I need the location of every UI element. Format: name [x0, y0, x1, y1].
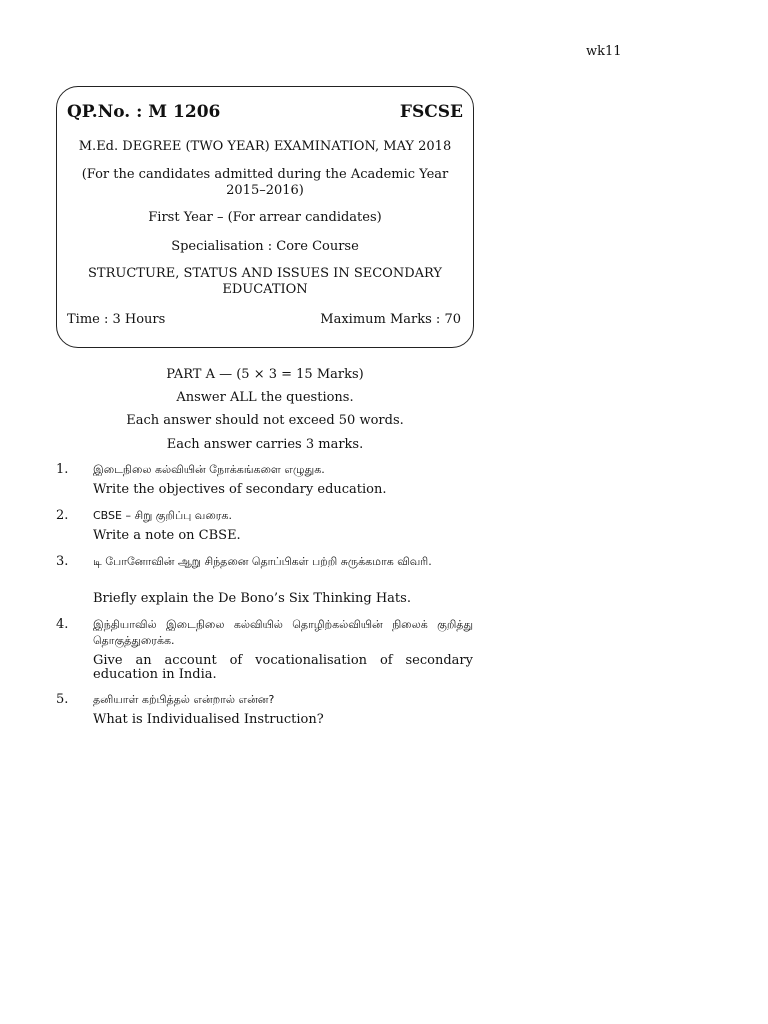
degree-title: M.Ed. DEGREE (TWO YEAR) EXAMINATION, MAY 2018: [78, 139, 452, 154]
instruction-marks: Each answer carries 3 marks.: [166, 437, 364, 452]
question-tamil: இடைநிலை கல்வியின் நோக்கங்களை எழுதுக.: [93, 463, 325, 476]
question-english: Briefly explain the De Bono’s Six Thinking Hats.: [93, 591, 411, 606]
specialisation: Specialisation : Core Course: [171, 239, 359, 254]
maximum-marks: Maximum Marks : 70: [320, 312, 461, 327]
subject-title-line1: STRUCTURE, STATUS AND ISSUES IN SECONDARY: [88, 266, 442, 281]
question-english: Write a note on CBSE.: [93, 528, 241, 543]
question-tamil: தனியாள் கற்பித்தல் என்றால் என்ன?: [93, 693, 275, 706]
header-box: [56, 86, 474, 348]
part-a-title: PART A — (5 × 3 = 15 Marks): [166, 367, 364, 382]
qp-number: QP.No. : M 1206: [67, 102, 221, 122]
question-tamil: இந்தியாவில் இடைநிலை கல்வியில் தொழிற்கல்வியின் நிலைக் குறித்து தொகுத்துரைக்க.: [93, 618, 473, 647]
year-line: First Year – (For arrear candidates): [148, 210, 382, 225]
candidates-note-line1: (For the candidates admitted during the Academic Year: [81, 167, 449, 182]
instruction-answer-all: Answer ALL the questions.: [176, 390, 354, 405]
question-number: 4.: [56, 617, 69, 632]
time-allowed: Time : 3 Hours: [67, 312, 166, 327]
subject-title: [57, 266, 473, 298]
question-number: 1.: [56, 462, 69, 477]
candidates-note-line2: 2015–2016): [226, 183, 304, 198]
question-tamil: CBSE – சிறு குறிப்பு வரைக.: [93, 509, 232, 522]
question-english: Give an account of vocationalisation of secondary education in India.: [93, 653, 473, 682]
question-number: 3.: [56, 554, 69, 569]
question-number: 5.: [56, 692, 69, 707]
question-tamil: டி போனோவின் ஆறு சிந்தனை தொப்பிகள் பற்றி சுருக்கமாக விவரி.: [93, 555, 432, 568]
question-english: Write the objectives of secondary education.: [93, 482, 387, 497]
subject-title-line2: EDUCATION: [222, 282, 308, 297]
question-number: 2.: [56, 508, 69, 523]
question-english: What is Individualised Instruction?: [93, 712, 324, 727]
paper-code: FSCSE: [399, 102, 463, 122]
page-code: wk11: [586, 44, 622, 59]
candidates-note: [57, 167, 473, 199]
instruction-word-limit: Each answer should not exceed 50 words.: [126, 413, 404, 428]
